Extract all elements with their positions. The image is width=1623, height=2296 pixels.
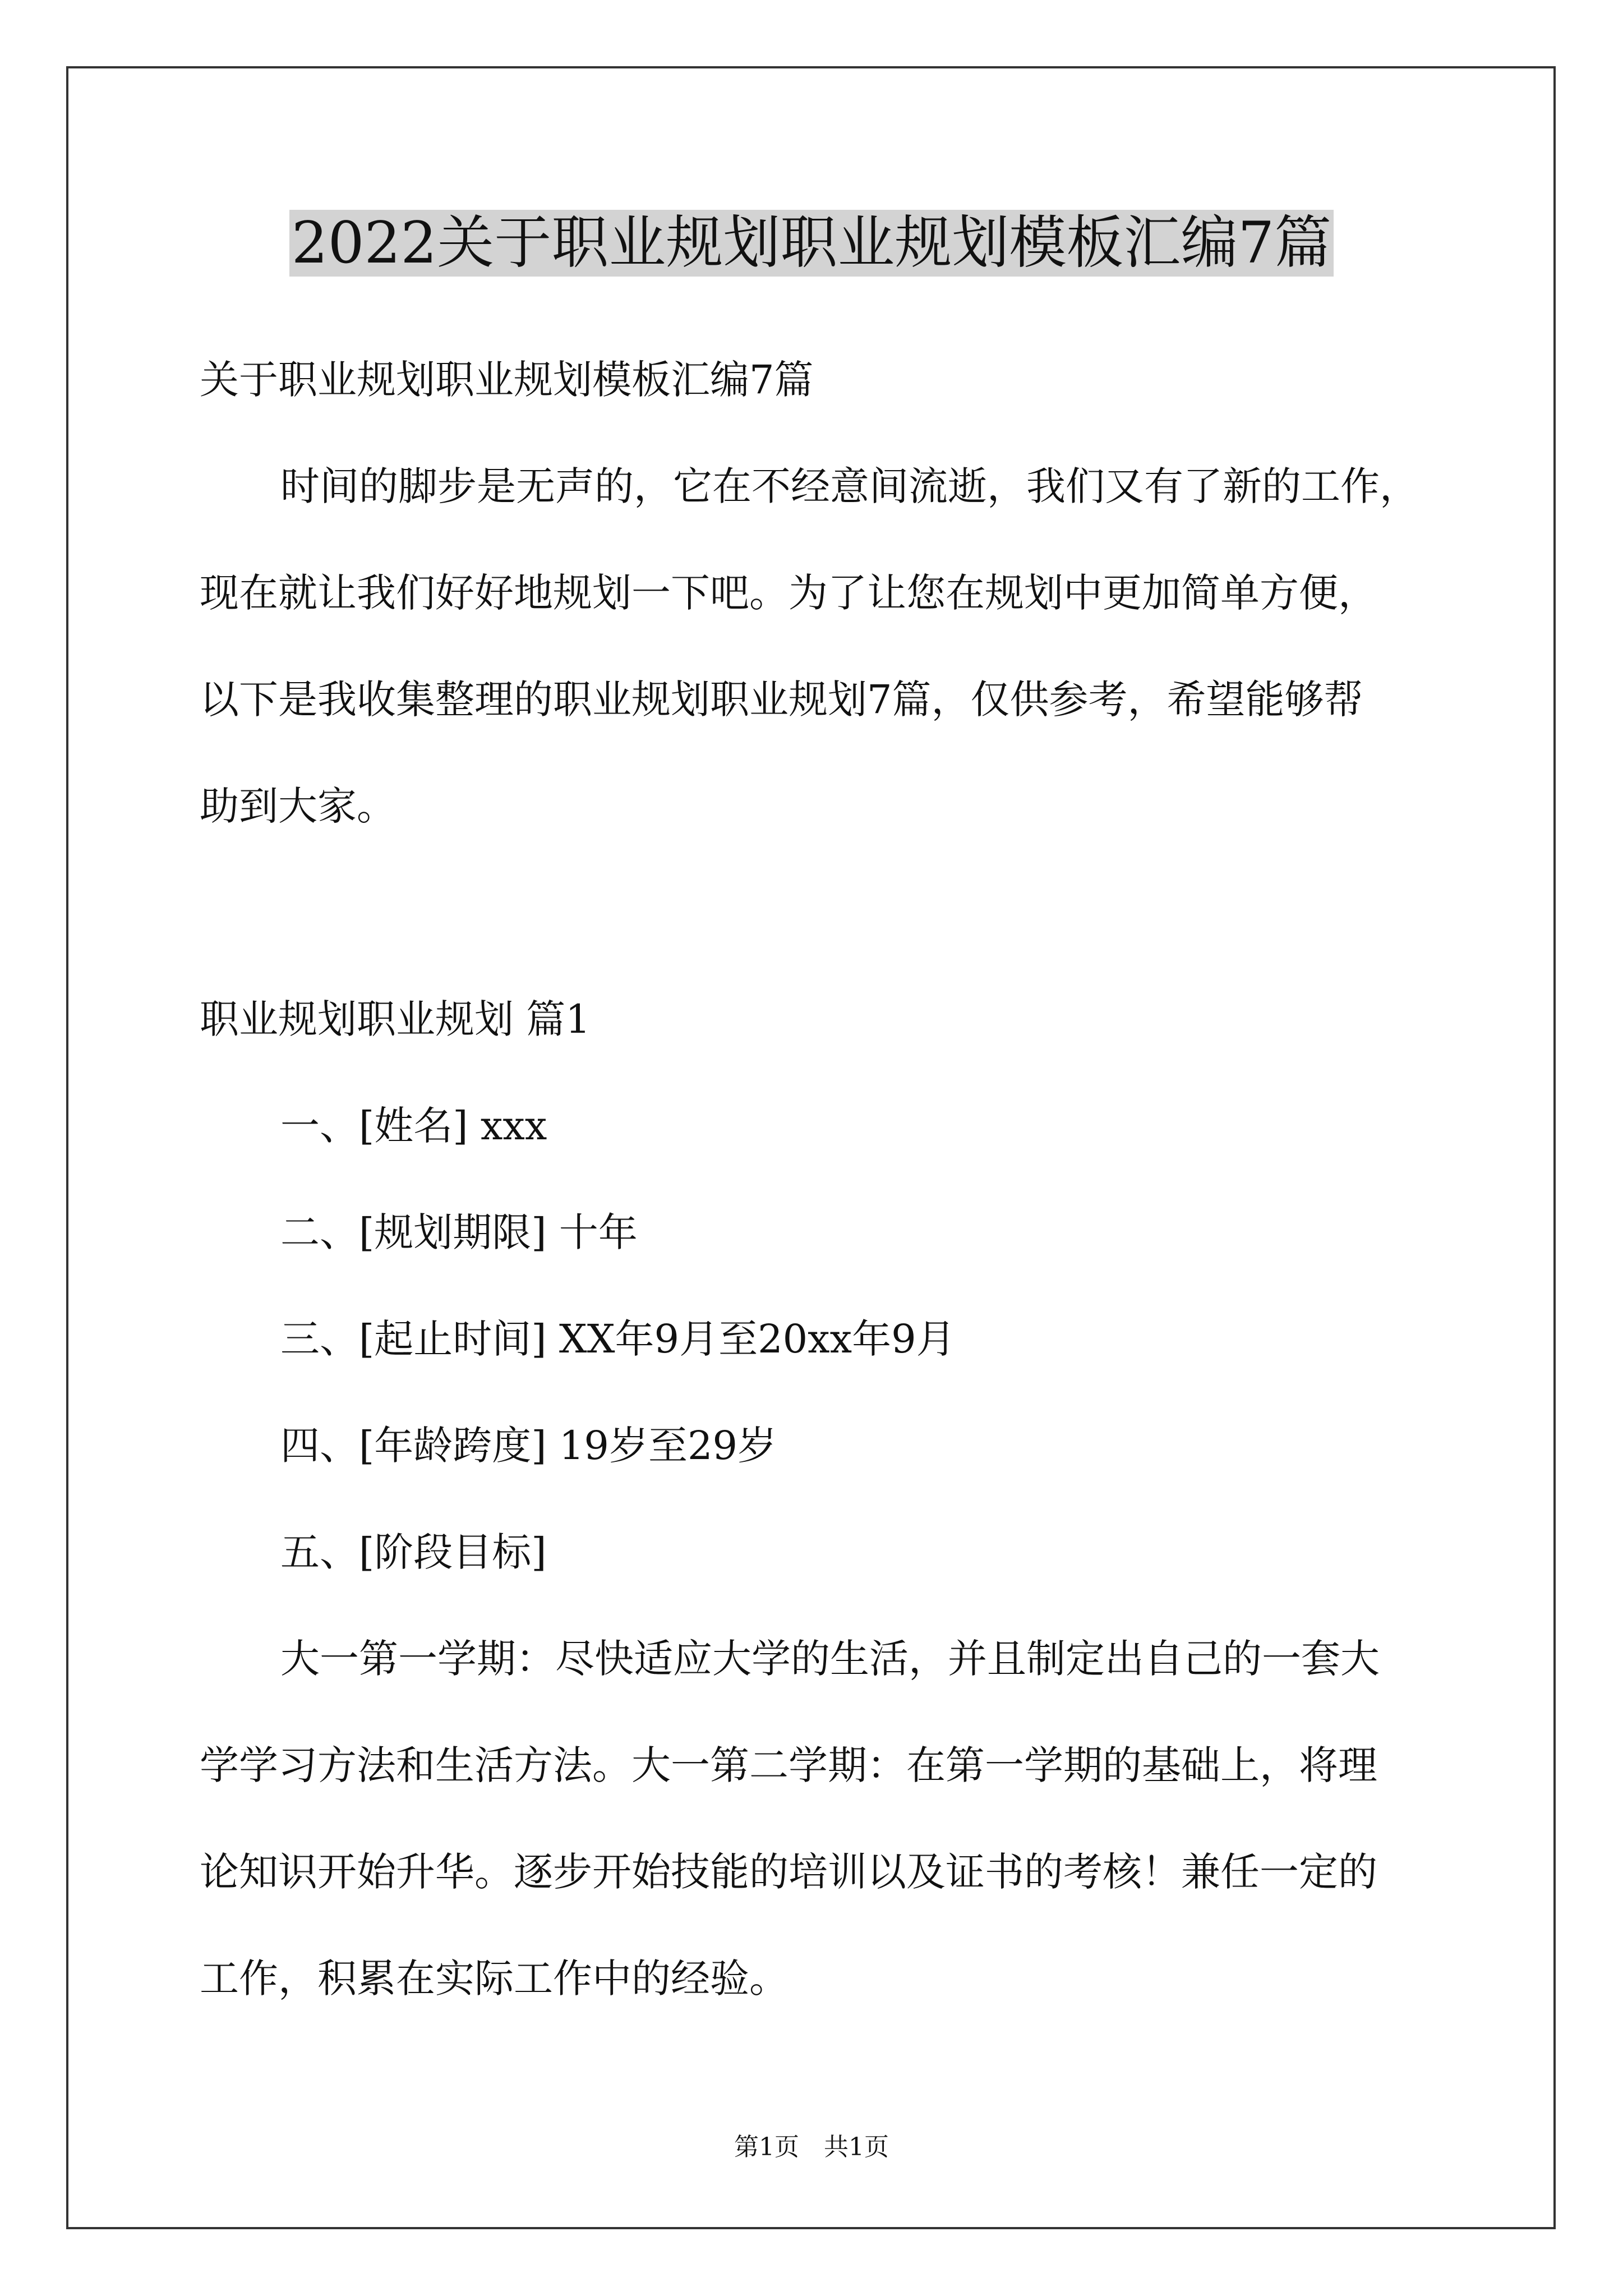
- body-line-1: 大一第一学期：尽快适应大学的生活，并且制定出自己的一套大: [280, 1636, 1380, 1682]
- intro-line-3: 以下是我收集整理的职业规划职业规划7篇，仅供参考，希望能够帮: [200, 677, 1363, 723]
- body-line-4: 工作，积累在实际工作中的经验。: [200, 1955, 789, 2001]
- document-title: [0, 206, 1623, 280]
- body-line-2: 学学习方法和生活方法。大一第二学期：在第一学期的基础上，将理: [200, 1742, 1377, 1788]
- body-line-3: 论知识开始升华。逐步开始技能的培训以及证书的考核！兼任一定的: [200, 1849, 1377, 1895]
- item-name: 一、[姓名] xxx: [280, 1103, 547, 1149]
- item-age-range: 四、[年龄跨度] 19岁至29岁: [280, 1423, 777, 1469]
- item-stage-goals: 五、[阶段目标]: [280, 1529, 547, 1575]
- page-footer: 第1页 共1页: [734, 2133, 889, 2161]
- intro-line-2: 现在就让我们好好地规划一下吧。为了让您在规划中更加简单方便，: [200, 570, 1377, 616]
- item-time-range: 三、[起止时间] XX年9月至20xx年9月: [280, 1316, 956, 1362]
- intro-line-4: 助到大家。: [200, 783, 396, 829]
- intro-line-1: 时间的脚步是无声的，它在不经意间流逝，我们又有了新的工作，: [280, 463, 1419, 509]
- subtitle: 关于职业规划职业规划模板汇编7篇: [200, 357, 814, 403]
- document-title-text: 2022关于职业规划职业规划模板汇编7篇: [289, 210, 1334, 277]
- section-heading: 职业规划职业规划 篇1: [200, 996, 591, 1042]
- item-period: 二、[规划期限] 十年: [280, 1209, 638, 1255]
